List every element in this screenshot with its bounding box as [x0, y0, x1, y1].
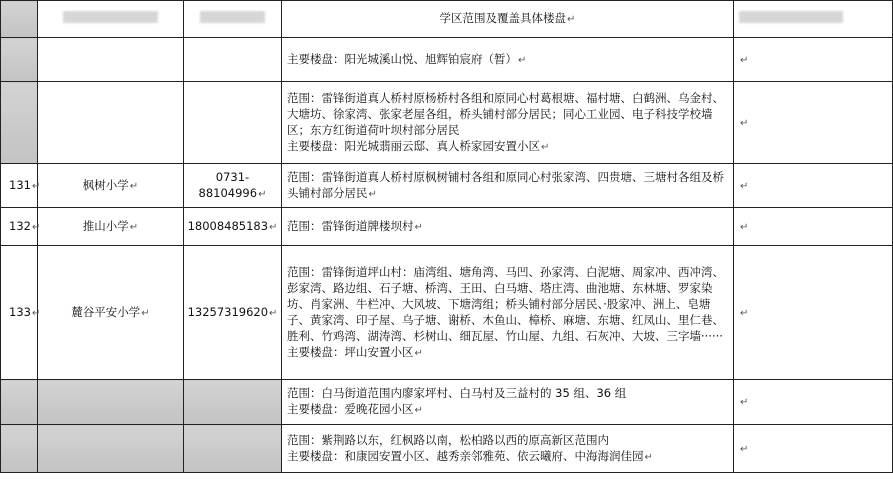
- paragraph-mark-icon: ↵: [368, 188, 377, 200]
- row-number-cell: [1, 246, 41, 380]
- table-row: [1, 38, 893, 82]
- paragraph-mark-icon: ↵: [129, 180, 139, 192]
- paragraph-mark-icon: ↵: [129, 221, 139, 233]
- school-name: 推山小学: [82, 218, 129, 233]
- district-range-line: 范围：雷锋街道牌楼坝村↵: [287, 218, 423, 233]
- paragraph-mark-icon: ↵: [644, 451, 653, 463]
- district-range-line: 范围：雷锋街道坪山村：庙湾组、塘角湾、马凹、孙家湾、白泥塘、周家冲、西冲湾、彭家湾、路边组、石子塘、桥湾、王田、白马塘、塔庄湾、曲池塘、东林塘、罗家染坊、肖家洲、牛栏冲、大风坡、下塘湾组；桥头铺村部分居民、·股家冲、洲上、皂塘子、黄家湾、印子屋、乌子塘、谢桥、木鱼山、樟桥、麻塘、东塘、红凤山、里仁巷、胜利、竹鸡湾、湖涛湾、杉树山、细瓦屋、竹山屋、九组、石灰冲、大坡、三字墙······: [287, 264, 724, 343]
- extra-cell: [734, 246, 893, 380]
- header-phone-cell: [184, 1, 282, 38]
- paragraph-mark-icon: ↵: [414, 221, 423, 233]
- school-name-cell: [38, 425, 184, 473]
- district-range-cell: [282, 380, 734, 425]
- extra-cell: [734, 380, 893, 425]
- school-name-cell: [38, 380, 184, 425]
- district-range-cell: [282, 425, 734, 473]
- header-row: [1, 1, 893, 38]
- school-name-cell: [38, 82, 184, 164]
- phone-number: 0731-88104996: [198, 169, 258, 200]
- extra-cell: [734, 208, 893, 246]
- paragraph-mark-icon: ↵: [567, 14, 576, 25]
- paragraph-mark-icon: ↵: [740, 54, 749, 66]
- district-range-cell: [282, 246, 734, 380]
- phone-number: 18008485183: [187, 218, 269, 233]
- paragraph-mark-icon: ↵: [740, 221, 749, 233]
- paragraph-mark-icon: ↵: [740, 443, 749, 455]
- paragraph-mark-icon: ↵: [258, 188, 267, 200]
- paragraph-mark-icon: ↵: [740, 117, 749, 129]
- district-range-line: 主要楼盘：爱晚花园小区↵: [287, 402, 423, 416]
- header-name-cell: [38, 1, 184, 38]
- table-row: [1, 208, 893, 246]
- paragraph-mark-icon: ↵: [740, 180, 749, 192]
- school-name-cell: [38, 38, 184, 82]
- table-row: [1, 164, 893, 208]
- paragraph-mark-icon: ↵: [414, 347, 423, 359]
- phone-cell: [184, 425, 282, 473]
- row-number: 133: [9, 304, 31, 319]
- district-range-line: 范围：雷锋街道真人桥村原杨桥村各组和原同心村葛根塘、福村塘、白鹤洲、乌金村、大塘坊、徐家湾、张家老屋各组，桥头铺村部分居民；同心工业园、电子科技学校墙区；东方红街道荷叶坝村部分居民: [287, 90, 724, 137]
- phone-cell: [184, 246, 282, 380]
- row-number-cell: [1, 82, 38, 164]
- district-range-line: 主要楼盘：阳光城溪山悦、旭辉铂宸府（暂）↵: [287, 51, 527, 66]
- paragraph-mark-icon: ↵: [269, 221, 278, 233]
- paragraph-mark-icon: ↵: [31, 180, 41, 192]
- district-range-line: 主要楼盘：阳光城翡丽云邸、真人桥家园安置小区↵: [287, 138, 550, 153]
- row-number-cell: [1, 38, 38, 82]
- paragraph-mark-icon: ↵: [518, 54, 527, 66]
- district-range-cell: [282, 82, 734, 164]
- paragraph-mark-icon: ↵: [31, 221, 41, 233]
- school-name: 枫树小学: [82, 177, 129, 192]
- row-number-cell: [1, 164, 41, 208]
- school-name: 麓谷平安小学: [71, 304, 141, 319]
- header-num-cell: [1, 1, 38, 38]
- header-range-title: 学区范围及覆盖具体楼盘: [439, 11, 567, 25]
- phone-cell: [184, 380, 282, 425]
- table-row: [1, 425, 893, 473]
- school-name-cell: [38, 208, 184, 246]
- extra-cell: [734, 82, 893, 164]
- district-range-cell: [282, 38, 734, 82]
- district-range-line: 范围：紫荆路以东，红枫路以南，松柏路以西的原高新区范围内: [287, 432, 609, 447]
- district-range-cell: [282, 164, 734, 208]
- district-range-cell: [282, 208, 734, 246]
- row-number: 131: [9, 177, 31, 192]
- school-name-cell: [38, 246, 184, 380]
- district-range-line: 范围：雷锋街道真人桥村原枫树铺村各组和原同心村张家湾、四贵塘、三塘村各组及桥头铺村部分居民↵: [287, 169, 724, 200]
- paragraph-mark-icon: ↵: [740, 307, 749, 319]
- phone-cell: [184, 82, 282, 164]
- row-number-cell: [1, 208, 41, 246]
- paragraph-mark-icon: ↵: [141, 307, 150, 319]
- phone-cell: [184, 164, 282, 208]
- paragraph-mark-icon: ↵: [414, 405, 423, 416]
- district-range-line: 主要楼盘：坪山安置小区↵: [287, 344, 423, 359]
- paragraph-mark-icon: ↵: [541, 141, 550, 153]
- phone-cell: [184, 38, 282, 82]
- district-range-line: 主要楼盘：和康园安置小区、越秀亲邻雅苑、依云曦府、中海海润佳园↵: [287, 448, 653, 463]
- row-number-cell: [1, 425, 38, 473]
- paragraph-mark-icon: ↵: [740, 397, 749, 408]
- district-range-line: 范围：白马街道范围内廖家坪村、白马村及三益村的 35 组、36 组: [287, 386, 627, 400]
- header-extra-cell: [734, 1, 893, 38]
- table-row: [1, 82, 893, 164]
- phone-number: 13257319620: [187, 304, 269, 319]
- school-name-cell: [38, 164, 184, 208]
- extra-cell: [734, 164, 893, 208]
- paragraph-mark-icon: ↵: [269, 307, 278, 319]
- table-row: [1, 380, 893, 425]
- header-range-cell: [282, 1, 734, 38]
- row-number: 132: [9, 218, 31, 233]
- extra-cell: [734, 38, 893, 82]
- phone-cell: [184, 208, 282, 246]
- row-number-cell: [1, 380, 38, 425]
- paragraph-mark-icon: ↵: [31, 307, 41, 319]
- extra-cell: [734, 425, 893, 473]
- table-row: [1, 246, 893, 380]
